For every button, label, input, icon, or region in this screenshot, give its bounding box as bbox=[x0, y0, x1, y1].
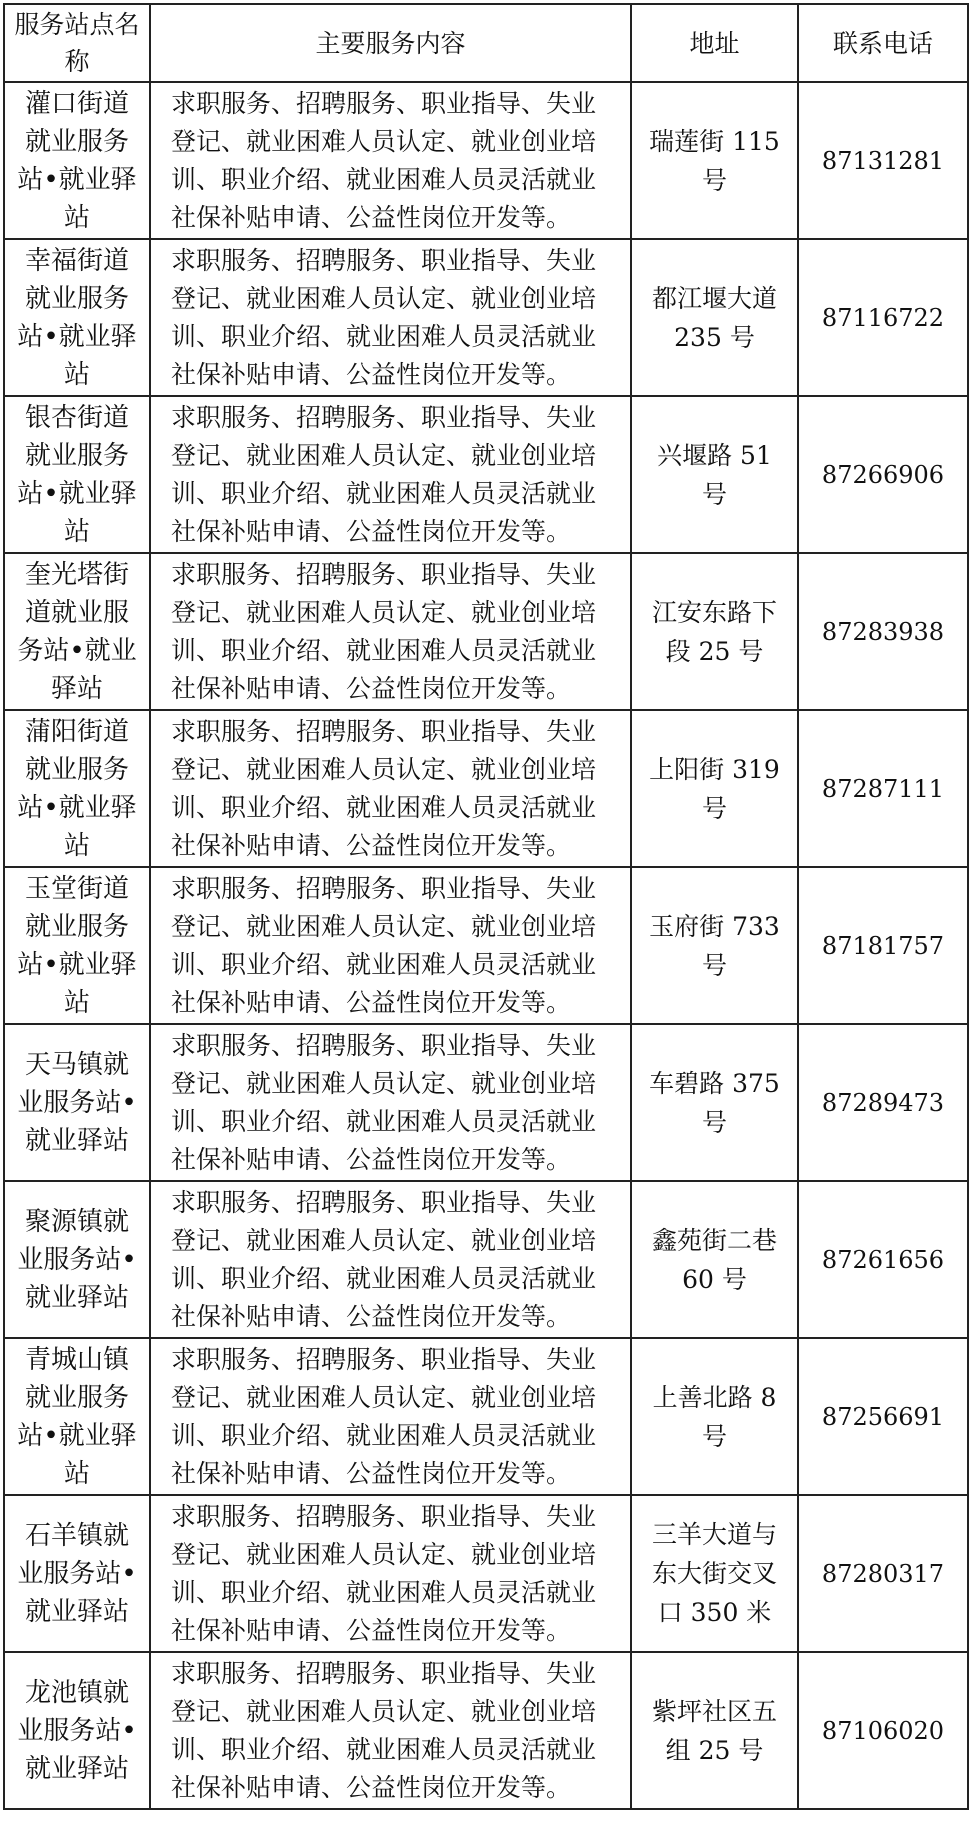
address-cell: 都江堰大道 235 号 bbox=[631, 239, 798, 396]
service-content-cell: 求职服务、招聘服务、职业指导、失业登记、就业困难人员认定、就业创业培训、职业介绍、就业困难人员灵活就业社保补贴申请、公益性岗位开发等。 bbox=[150, 553, 631, 710]
table-row bbox=[4, 396, 968, 553]
phone-cell: 87181757 bbox=[798, 867, 968, 1024]
station-name-cell: 聚源镇就业服务站•就业驿站 bbox=[4, 1181, 150, 1338]
station-name-cell: 石羊镇就业服务站•就业驿站 bbox=[4, 1495, 150, 1652]
station-name-cell: 奎光塔街道就业服务站•就业驿站 bbox=[4, 553, 150, 710]
address-cell: 上善北路 8 号 bbox=[631, 1338, 798, 1495]
table-row bbox=[4, 1495, 968, 1652]
table-row bbox=[4, 553, 968, 710]
station-name-cell: 蒲阳街道就业服务站•就业驿站 bbox=[4, 710, 150, 867]
service-content-cell: 求职服务、招聘服务、职业指导、失业登记、就业困难人员认定、就业创业培训、职业介绍、就业困难人员灵活就业社保补贴申请、公益性岗位开发等。 bbox=[150, 1495, 631, 1652]
phone-cell: 87116722 bbox=[798, 239, 968, 396]
service-content-cell: 求职服务、招聘服务、职业指导、失业登记、就业困难人员认定、就业创业培训、职业介绍、就业困难人员灵活就业社保补贴申请、公益性岗位开发等。 bbox=[150, 710, 631, 867]
address-cell: 鑫苑街二巷 60 号 bbox=[631, 1181, 798, 1338]
address-cell: 上阳街 319 号 bbox=[631, 710, 798, 867]
table-row bbox=[4, 1338, 968, 1495]
address-cell: 车碧路 375 号 bbox=[631, 1024, 798, 1181]
phone-cell: 87106020 bbox=[798, 1652, 968, 1809]
header-service-content: 主要服务内容 bbox=[150, 4, 631, 82]
address-cell: 江安东路下段 25 号 bbox=[631, 553, 798, 710]
phone-cell: 87287111 bbox=[798, 710, 968, 867]
phone-cell: 87280317 bbox=[798, 1495, 968, 1652]
table-row bbox=[4, 1024, 968, 1181]
phone-cell: 87289473 bbox=[798, 1024, 968, 1181]
table-row bbox=[4, 1652, 968, 1809]
table-body bbox=[4, 82, 968, 1809]
station-name-cell: 灌口街道就业服务站•就业驿站 bbox=[4, 82, 150, 239]
service-content-cell: 求职服务、招聘服务、职业指导、失业登记、就业困难人员认定、就业创业培训、职业介绍、就业困难人员灵活就业社保补贴申请、公益性岗位开发等。 bbox=[150, 239, 631, 396]
service-content-cell: 求职服务、招聘服务、职业指导、失业登记、就业困难人员认定、就业创业培训、职业介绍、就业困难人员灵活就业社保补贴申请、公益性岗位开发等。 bbox=[150, 1181, 631, 1338]
address-cell: 瑞莲街 115 号 bbox=[631, 82, 798, 239]
station-name-cell: 玉堂街道就业服务站•就业驿站 bbox=[4, 867, 150, 1024]
service-content-cell: 求职服务、招聘服务、职业指导、失业登记、就业困难人员认定、就业创业培训、职业介绍、就业困难人员灵活就业社保补贴申请、公益性岗位开发等。 bbox=[150, 867, 631, 1024]
service-station-table bbox=[3, 3, 969, 1810]
header-address: 地址 bbox=[631, 4, 798, 82]
phone-cell: 87266906 bbox=[798, 396, 968, 553]
service-content-cell: 求职服务、招聘服务、职业指导、失业登记、就业困难人员认定、就业创业培训、职业介绍、就业困难人员灵活就业社保补贴申请、公益性岗位开发等。 bbox=[150, 396, 631, 553]
address-cell: 紫坪社区五组 25 号 bbox=[631, 1652, 798, 1809]
service-station-table-wrapper bbox=[3, 3, 967, 1810]
header-row bbox=[4, 4, 968, 82]
address-cell: 兴堰路 51 号 bbox=[631, 396, 798, 553]
service-content-cell: 求职服务、招聘服务、职业指导、失业登记、就业困难人员认定、就业创业培训、职业介绍、就业困难人员灵活就业社保补贴申请、公益性岗位开发等。 bbox=[150, 82, 631, 239]
phone-cell: 87283938 bbox=[798, 553, 968, 710]
table-row bbox=[4, 1181, 968, 1338]
address-cell: 三羊大道与东大街交叉口 350 米 bbox=[631, 1495, 798, 1652]
service-content-cell: 求职服务、招聘服务、职业指导、失业登记、就业困难人员认定、就业创业培训、职业介绍、就业困难人员灵活就业社保补贴申请、公益性岗位开发等。 bbox=[150, 1024, 631, 1181]
phone-cell: 87131281 bbox=[798, 82, 968, 239]
header-phone: 联系电话 bbox=[798, 4, 968, 82]
table-header bbox=[4, 4, 968, 82]
address-cell: 玉府街 733 号 bbox=[631, 867, 798, 1024]
station-name-cell: 青城山镇就业服务站•就业驿站 bbox=[4, 1338, 150, 1495]
table-row bbox=[4, 867, 968, 1024]
phone-cell: 87256691 bbox=[798, 1338, 968, 1495]
station-name-cell: 银杏街道就业服务站•就业驿站 bbox=[4, 396, 150, 553]
service-content-cell: 求职服务、招聘服务、职业指导、失业登记、就业困难人员认定、就业创业培训、职业介绍、就业困难人员灵活就业社保补贴申请、公益性岗位开发等。 bbox=[150, 1338, 631, 1495]
header-station-name: 服务站点名称 bbox=[4, 4, 150, 82]
phone-cell: 87261656 bbox=[798, 1181, 968, 1338]
station-name-cell: 天马镇就业服务站•就业驿站 bbox=[4, 1024, 150, 1181]
table-row bbox=[4, 710, 968, 867]
table-row bbox=[4, 239, 968, 396]
station-name-cell: 幸福街道就业服务站•就业驿站 bbox=[4, 239, 150, 396]
station-name-cell: 龙池镇就业服务站•就业驿站 bbox=[4, 1652, 150, 1809]
table-row bbox=[4, 82, 968, 239]
service-content-cell: 求职服务、招聘服务、职业指导、失业登记、就业困难人员认定、就业创业培训、职业介绍、就业困难人员灵活就业社保补贴申请、公益性岗位开发等。 bbox=[150, 1652, 631, 1809]
